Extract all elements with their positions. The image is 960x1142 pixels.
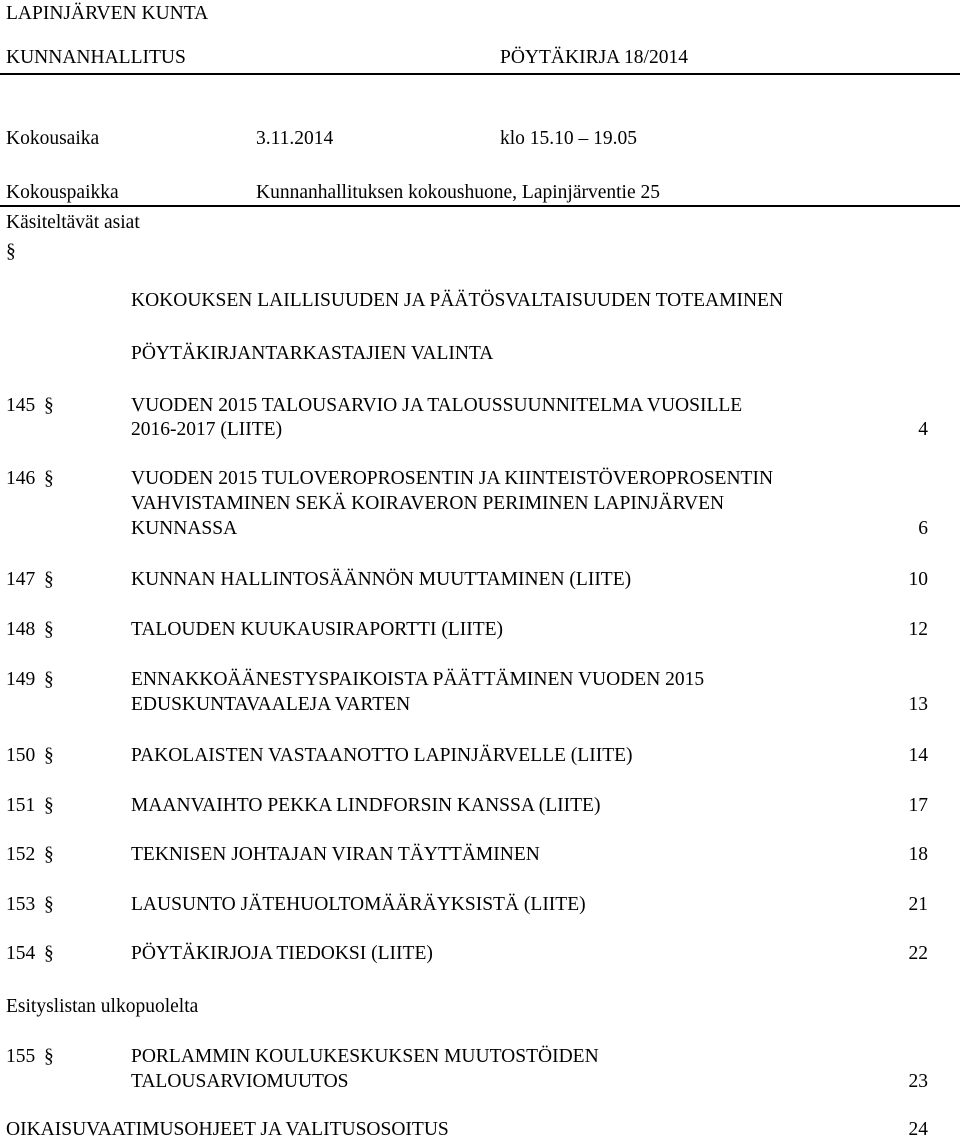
- agenda-item[interactable]: [0, 942, 960, 968]
- meeting-time-label: Kokousaika: [6, 128, 100, 149]
- item-title-line: KUNNAN HALLINTOSÄÄNNÖN MUUTTAMINEN (LIITE): [131, 569, 632, 590]
- preliminary-item: KOKOUKSEN LAILLISUUDEN JA PÄÄTÖSVALTAISUUDEN TOTEAMINEN: [131, 290, 784, 311]
- agenda-item[interactable]: [0, 618, 960, 644]
- item-title-line: MAANVAIHTO PEKKA LINDFORSIN KANSSA (LIITE): [131, 795, 601, 816]
- item-number: 146: [6, 468, 36, 489]
- agenda-item[interactable]: [0, 794, 960, 820]
- item-number: 153: [6, 894, 36, 915]
- item-title-line: TEKNISEN JOHTAJAN VIRAN TÄYTTÄMINEN: [131, 844, 540, 865]
- footer-title: OIKAISUVAATIMUSOHJEET JA VALITUSOSOITUS: [6, 1119, 449, 1140]
- meeting-time: klo 15.10 – 19.05: [500, 128, 638, 149]
- item-title-line: ENNAKKOÄÄNESTYSPAIKOISTA PÄÄTTÄMINEN VUODEN 2015: [131, 669, 705, 690]
- item-title-line: VAHVISTAMINEN SEKÄ KOIRAVERON PERIMINEN LAPINJÄRVEN: [131, 493, 725, 514]
- item-number: 147: [6, 569, 36, 590]
- agenda-item[interactable]: [0, 568, 960, 594]
- item-section-sign: §: [44, 468, 54, 489]
- item-title-line: PAKOLAISTEN VASTAANOTTO LAPINJÄRVELLE (LIITE): [131, 745, 633, 766]
- agenda-item[interactable]: [0, 668, 960, 718]
- item-section-sign: §: [44, 894, 54, 915]
- item-number: 155: [6, 1046, 36, 1067]
- agenda-item[interactable]: [0, 467, 960, 541]
- item-section-sign: §: [44, 745, 54, 766]
- header-rule: [0, 73, 960, 75]
- minutes-number: PÖYTÄKIRJA 18/2014: [500, 47, 688, 68]
- item-section-sign: §: [44, 395, 54, 416]
- item-page: 12: [908, 619, 928, 640]
- municipality-name: LAPINJÄRVEN KUNTA: [6, 3, 209, 24]
- item-page: 10: [908, 569, 928, 590]
- item-section-sign: §: [44, 569, 54, 590]
- meeting-date: 3.11.2014: [256, 128, 334, 149]
- item-page: 4: [918, 419, 928, 440]
- item-section-sign: §: [44, 795, 54, 816]
- preliminary-item: PÖYTÄKIRJANTARKASTAJIEN VALINTA: [131, 343, 494, 364]
- item-number: 152: [6, 844, 36, 865]
- item-title-line: KUNNASSA: [131, 518, 238, 539]
- item-page: 23: [908, 1071, 928, 1092]
- item-number: 149: [6, 669, 36, 690]
- item-page: 6: [918, 518, 928, 539]
- item-number: 150: [6, 745, 36, 766]
- section-sign: §: [6, 241, 16, 262]
- item-number: 154: [6, 943, 36, 964]
- item-title-line: VUODEN 2015 TALOUSARVIO JA TALOUSSUUNNITELMA VUOSILLE: [131, 395, 743, 416]
- agenda-label: Käsiteltävät asiat: [6, 212, 140, 233]
- agenda-item[interactable]: [0, 893, 960, 919]
- item-title-line: VUODEN 2015 TULOVEROPROSENTIN JA KIINTEISTÖVEROPROSENTIN: [131, 468, 774, 489]
- item-title-line: PORLAMMIN KOULUKESKUKSEN MUUTOSTÖIDEN: [131, 1046, 599, 1067]
- agenda-item[interactable]: [0, 394, 960, 444]
- item-page: 13: [908, 694, 928, 715]
- item-section-sign: §: [44, 844, 54, 865]
- agenda-item[interactable]: [0, 1045, 960, 1095]
- footer-page: 24: [908, 1119, 928, 1140]
- item-title-line: EDUSKUNTAVAALEJA VARTEN: [131, 694, 411, 715]
- item-page: 14: [908, 745, 928, 766]
- item-section-sign: §: [44, 1046, 54, 1067]
- item-page: 22: [908, 943, 928, 964]
- place-rule: [0, 205, 960, 207]
- item-title-line: TALOUDEN KUUKAUSIRAPORTTI (LIITE): [131, 619, 504, 640]
- item-section-sign: §: [44, 669, 54, 690]
- item-title-line: 2016-2017 (LIITE): [131, 419, 283, 440]
- item-title-line: PÖYTÄKIRJOJA TIEDOKSI (LIITE): [131, 943, 433, 964]
- outside-agenda-label: Esityslistan ulkopuolelta: [6, 996, 199, 1017]
- item-number: 151: [6, 795, 36, 816]
- item-number: 148: [6, 619, 36, 640]
- item-page: 21: [908, 894, 928, 915]
- item-section-sign: §: [44, 943, 54, 964]
- agenda-item[interactable]: [0, 843, 960, 869]
- agenda-item[interactable]: [0, 744, 960, 770]
- item-title-line: LAUSUNTO JÄTEHUOLTOMÄÄRÄYKSISTÄ (LIITE): [131, 894, 586, 915]
- item-number: 145: [6, 395, 36, 416]
- item-page: 18: [908, 844, 928, 865]
- meeting-place: Kunnanhallituksen kokoushuone, Lapinjärventie 25: [256, 182, 660, 203]
- item-page: 17: [908, 795, 928, 816]
- meeting-place-label: Kokouspaikka: [6, 182, 119, 203]
- item-title-line: TALOUSARVIOMUUTOS: [131, 1071, 349, 1092]
- board-name: KUNNANHALLITUS: [6, 47, 186, 68]
- appeal-instructions[interactable]: [0, 1118, 960, 1142]
- item-section-sign: §: [44, 619, 54, 640]
